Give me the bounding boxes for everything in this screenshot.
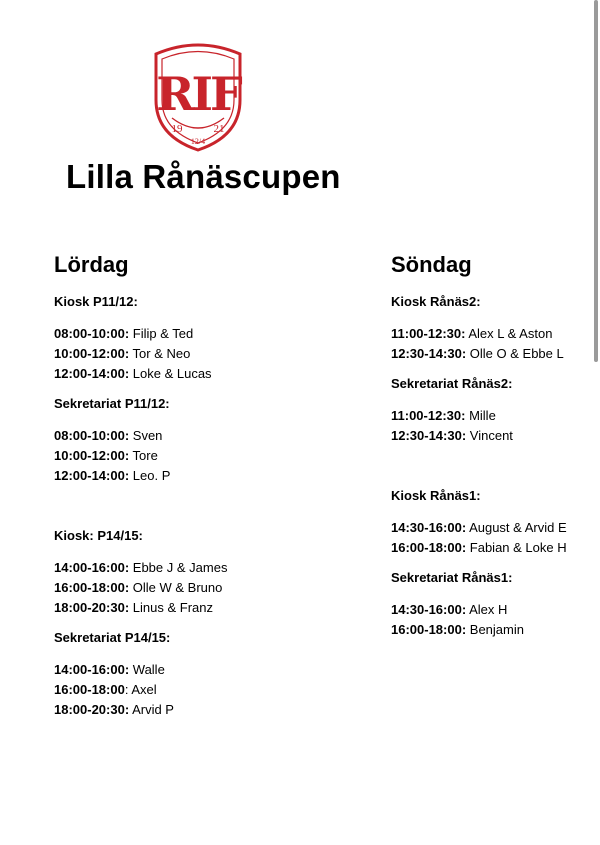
shift-row: 16:00-18:00: Olle W & Bruno — [54, 580, 223, 595]
sunday-column — [391, 250, 596, 640]
shift-row: 16:00-18:00: Benjamin — [391, 622, 524, 637]
schedule-block — [391, 294, 596, 364]
schedule-block — [391, 570, 596, 640]
block-title: Sekretariat Rånäs2: — [391, 376, 513, 391]
block-title: Kiosk Rånäs2: — [391, 294, 481, 309]
block-title: Kiosk P11/12: — [54, 294, 138, 309]
shift-row: 12:30-14:30: Vincent — [391, 428, 513, 443]
shift-row: 18:00-20:30: Linus & Franz — [54, 600, 213, 615]
schedule-block — [54, 528, 274, 618]
block-title: Kiosk: P14/15: — [54, 528, 143, 543]
shift-row: 11:00-12:30: Alex L & Aston — [391, 326, 553, 341]
shift-row: 16:00-18:00: Axel — [54, 682, 157, 697]
shift-row: 08:00-10:00: Filip & Ted — [54, 326, 194, 341]
shift-row: 14:00-16:00: Walle — [54, 662, 165, 677]
shift-row: 18:00-20:30: Arvid P — [54, 702, 174, 717]
shift-row: 14:30-16:00: Alex H — [391, 602, 508, 617]
shift-row: 11:00-12:30: Mille — [391, 408, 496, 423]
schedule-block — [391, 488, 596, 558]
shift-row: 10:00-12:00: Tore — [54, 448, 158, 463]
shift-row: 14:30-16:00: August & Arvid E — [391, 520, 567, 535]
logo-letters: RIF — [156, 67, 240, 121]
schedule-block — [54, 630, 274, 720]
logo-year-left: 19 — [171, 123, 183, 135]
block-title: Sekretariat P14/15: — [54, 630, 171, 645]
schedule-block — [54, 396, 274, 486]
block-title: Kiosk Rånäs1: — [391, 488, 481, 503]
day-heading-sunday: Söndag — [391, 252, 472, 277]
day-heading-saturday: Lördag — [54, 252, 129, 277]
saturday-column — [54, 250, 274, 720]
page-title: Lilla Rånäscupen — [66, 158, 341, 195]
shift-row: 12:30-14:30: Olle O & Ebbe L — [391, 346, 564, 361]
logo-year-right: 21 — [213, 123, 225, 135]
schedule-block — [54, 294, 274, 384]
shift-row: 14:00-16:00: Ebbe J & James — [54, 560, 228, 575]
shift-row: 12:00-14:00: Leo. P — [54, 468, 171, 483]
shift-row: 10:00-12:00: Tor & Neo — [54, 346, 191, 361]
schedule-block — [391, 376, 596, 446]
block-title: Sekretariat P11/12: — [54, 396, 170, 411]
logo-date: 12/4 — [190, 137, 206, 146]
shift-row: 08:00-10:00: Sven — [54, 428, 163, 443]
rif-club-logo — [150, 40, 246, 152]
scrollbar[interactable] — [594, 0, 598, 362]
shift-row: 16:00-18:00: Fabian & Loke H — [391, 540, 567, 555]
shift-row: 12:00-14:00: Loke & Lucas — [54, 366, 212, 381]
block-title: Sekretariat Rånäs1: — [391, 570, 513, 585]
